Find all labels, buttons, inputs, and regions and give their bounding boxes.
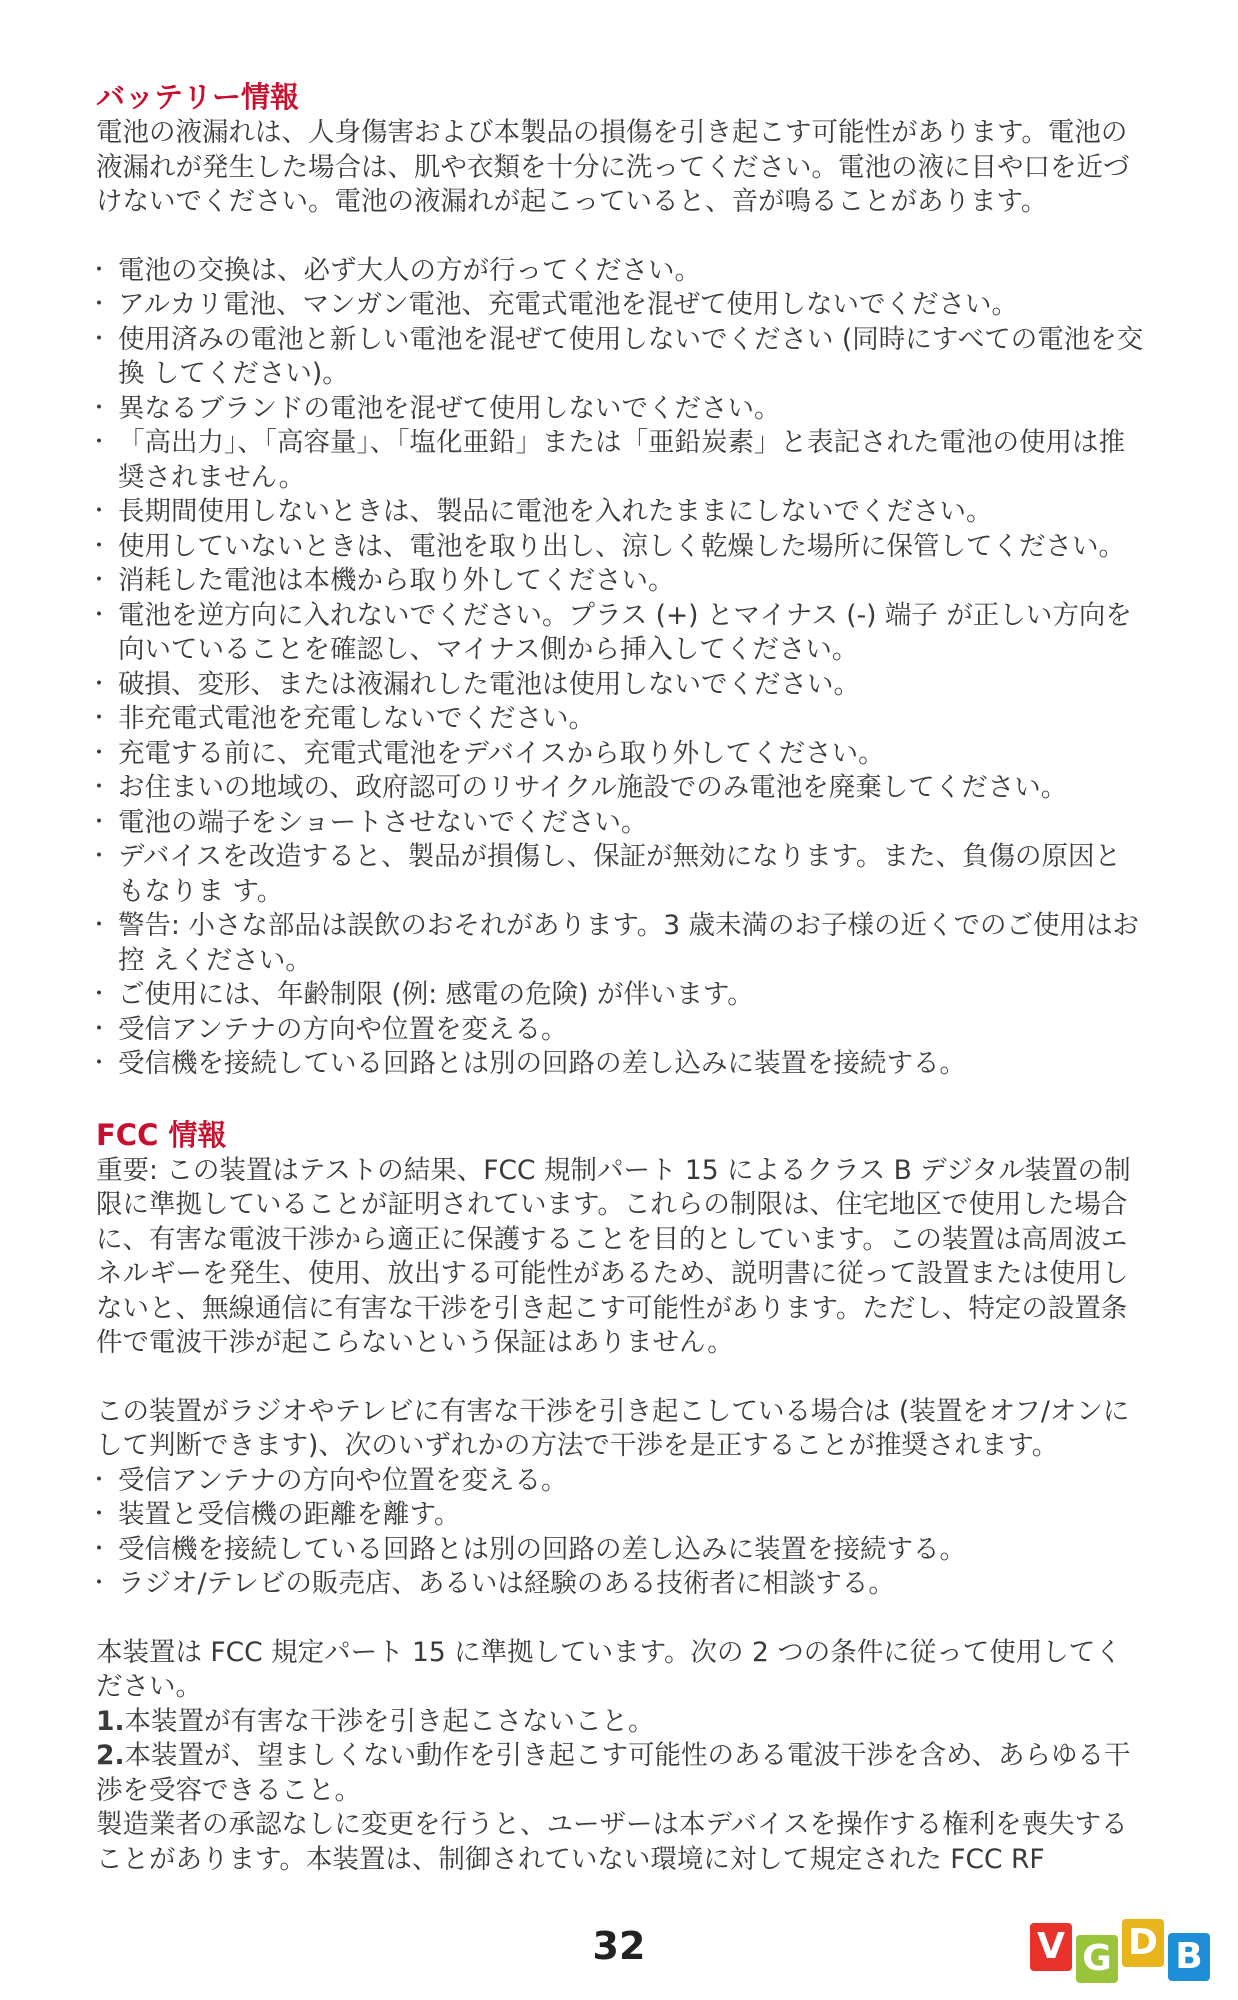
- list-item: ・ ご使用には、年齢制限 (例: 感電の危険) が伴います。: [96, 978, 1146, 1013]
- document-page: [96, 78, 1146, 1877]
- list-item: ・ アルカリ電池、マンガン電池、充電式電池を混ぜて使用しないでください。: [96, 288, 1146, 323]
- list-item: ・ 電池の端子をショートさせないでください。: [96, 806, 1146, 841]
- fcc-condition-2: [96, 1739, 1146, 1808]
- list-item: ・ 受信機を接続している回路とは別の回路の差し込みに装置を接続する。: [96, 1533, 1146, 1568]
- list-item: ・ デバイスを改造すると、製品が損傷し、保証が無効になります。また、負傷の原因ともなりま す。: [96, 840, 1146, 909]
- watermark-letter: G: [1076, 1935, 1118, 1983]
- list-item: ・ 使用していないときは、電池を取り出し、涼しく乾燥した場所に保管してください。: [96, 530, 1146, 565]
- battery-heading: バッテリー情報: [96, 80, 300, 114]
- watermark-letter: D: [1122, 1919, 1164, 1967]
- list-item: ・ 消耗した電池は本機から取り外してください。: [96, 564, 1146, 599]
- list-item: ・ 電池の交換は、必ず大人の方が行ってください。: [96, 254, 1146, 289]
- fcc-closing: 製造業者の承認なしに変更を行うと、ユーザーは本デバイスを操作する権利を喪失することがあります。本装置は、制御されていない環境に対して規定された FCC RF: [96, 1809, 1128, 1875]
- battery-list: [96, 254, 1146, 1082]
- list-item: ・ 使用済みの電池と新しい電池を混ぜて使用しないでください (同時にすべての電池を交換 してください)。: [96, 323, 1146, 392]
- vgdb-watermark-logo: [1030, 1915, 1230, 1985]
- fcc-list: [96, 1464, 1146, 1602]
- list-item: ・ 充電する前に、充電式電池をデバイスから取り外してください。: [96, 737, 1146, 772]
- list-item: ・ 「高出力」、「高容量」、「塩化亜鉛」または「亜鉛炭素」と表記された電池の使用は推奨されません。: [96, 426, 1146, 495]
- list-item: ・ お住まいの地域の、政府認可のリサイクル施設でのみ電池を廃棄してください。: [96, 771, 1146, 806]
- watermark-letter: B: [1168, 1933, 1210, 1981]
- page-number: 32: [592, 1924, 646, 1968]
- fcc-interference-intro: この装置がラジオやテレビに有害な干渉を引き起こしている場合は (装置をオフ/オンにして判断できます)、次のいずれかの方法で干渉を是正することが推奨されます。: [96, 1395, 1130, 1461]
- fcc-condition-1: [96, 1705, 1146, 1740]
- watermark-letter: V: [1030, 1923, 1072, 1971]
- list-item: ・ 破損、変形、または液漏れした電池は使用しないでください。: [96, 668, 1146, 703]
- list-item: ・ 電池を逆方向に入れないでください。プラス (+) とマイナス (-) 端子 が正しい方向を向いていることを確認し、マイナス側から挿入してください。: [96, 599, 1146, 668]
- list-item: ・ ラジオ/テレビの販売店、あるいは経験のある技術者に相談する。: [96, 1567, 1146, 1602]
- condition-number: 2.: [96, 1740, 125, 1771]
- fcc-heading: FCC 情報: [96, 1117, 227, 1152]
- fcc-compliance: 本装置は FCC 規定パート 15 に準拠しています。次の 2 つの条件に従って使用してください。: [96, 1636, 1122, 1702]
- list-item: ・ 受信アンテナの方向や位置を変える。: [96, 1464, 1146, 1499]
- list-item: ・ 装置と受信機の距離を離す。: [96, 1498, 1146, 1533]
- condition-text: 本装置が有害な干渉を引き起こさないこと。: [124, 1705, 655, 1737]
- list-item: ・ 受信アンテナの方向や位置を変える。: [96, 1013, 1146, 1048]
- list-item: ・ 受信機を接続している回路とは別の回路の差し込みに装置を接続する。: [96, 1047, 1146, 1082]
- condition-number: 1.: [96, 1705, 125, 1737]
- fcc-intro: 重要: この装置はテストの結果、FCC 規制パート 15 によるクラス B デジタル装置の制限に準拠していることが証明されています。これらの制限は、住宅地区で使用した場合に、有害な電波干渉から適正に保護することを目的としています。この装置は高周波エネルギーを発生、使用、放出する可能性があるため、説明書に従って設置または使用しないと、無線通信に有害な干渉を引き起こす可能性があります。ただし、特定の設置条件で電波干渉が起こらないという保証はありません。: [96, 1154, 1131, 1358]
- battery-intro: 電池の液漏れは、人身傷害および本製品の損傷を引き起こす可能性があります。電池の液漏れが発生した場合は、肌や衣類を十分に洗ってください。電池の液に目や口を近づけないでください。電池の液漏れが起こっていると、音が鳴ることがあります。: [96, 117, 1130, 217]
- list-item: ・ 警告: 小さな部品は誤飲のおそれがあります。3 歳未満のお子様の近くでのご使用はお控 えください。: [96, 909, 1146, 978]
- list-item: ・ 非充電式電池を充電しないでください。: [96, 702, 1146, 737]
- condition-text: 本装置が、望ましくない動作を引き起こす可能性のある電波干渉を含め、あらゆる干渉を受容できること。: [96, 1740, 1131, 1806]
- list-item: ・ 長期間使用しないときは、製品に電池を入れたままにしないでください。: [96, 495, 1146, 530]
- list-item: ・ 異なるブランドの電池を混ぜて使用しないでください。: [96, 392, 1146, 427]
